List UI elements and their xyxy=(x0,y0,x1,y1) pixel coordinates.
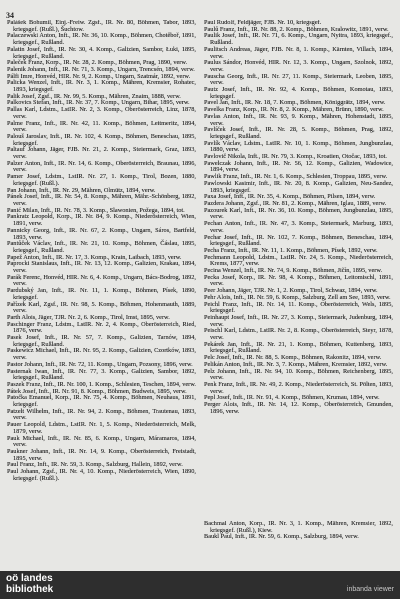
list-entry: Pelc Josef, Inft., IR. Nr. 88, 5. Komp., Böhmen, Rakonitz, 1894, verw. xyxy=(204,354,382,362)
list-entry: Paschinger Franz, Ldstm., LstIR. Nr. 2, 4. Komp., Oberösterreich, Ried, 1876, verw. xyxy=(7,320,196,335)
list-entry: Pantůček Václav, Inft., IR. Nr. 21, 10. Komp., Böhmen, Čáslau, 1895, kriegsgef., Rußland. xyxy=(7,240,196,254)
list-entry: Pan Johann, Inft., IR. Nr. 29, Mähren, Olmütz, 1894, verw. xyxy=(7,186,156,194)
list-entry: Paulů Franz, Inft., IR. Nr. 88, 2. Komp., Böhmen, Kralowitz, 1891, verw. xyxy=(204,25,389,33)
list-entry: Pavlovič Nikola, Inft., IR. Nr. 79, 3. Komp., Kroatien, Otočac, 1893, tot. xyxy=(204,153,387,161)
list-entry: Peinhaupt Josef, Inft., IR. Nr. 27, 3. Komp., Steiermark, Judenburg, 1894, verw. xyxy=(204,313,393,328)
list-entry: Pátek Josef, Inft., IR. Nr. 91, 8. Komp., Böhmen, Budweis, 1895, verw. xyxy=(7,387,187,395)
logo-line-1: oö landes xyxy=(6,573,53,584)
list-entry: Pavlas Anton, Inft., IR. Nr. 93, 9. Komp., Mähren, Hohenstadt, 1895, verw. xyxy=(204,112,393,127)
list-entry: Pauk Michael, Inft., IR. Nr. 85, 6. Komp., Ungarn, Máramaros, 1894, verw. xyxy=(7,434,196,449)
list-entry: Pařízek Karl, Zgsf., IR. Nr. 98, 5. Komp., Böhmen, Hohenmauth, 1889, verw. xyxy=(7,300,196,315)
list-entry: Pazourek Karl, Inft., IR. Nr. 36, 10. Komp., Böhmen, Jungbunzlau, 1895, verw. xyxy=(204,206,393,221)
page-number: 34 xyxy=(6,11,14,20)
logo-line-2: bibliothek xyxy=(6,583,54,595)
list-entry: Pechan Anton, Inft., IR. Nr. 47, 3. Komp., Steiermark, Marburg, 1893, verw. xyxy=(204,220,393,234)
list-entry: Palzer Anton, Inft., IR. Nr. 14, 6. Komp., Oberösterreich, Braunau, 1896, verw. xyxy=(7,159,196,174)
list-entry: Pannicky Georg, Inft., IR. Nr. 67, 2. Komp., Ungarn, Sáros, Bartfeld, 1893, verw. xyxy=(7,226,196,241)
list-entry: Palenik Johann, Inft., IR. Nr. 71, 3. Komp., Ungarn, Trencsén, 1894, verw. xyxy=(7,65,195,73)
list-entry: Pehr Alois, Inft., IR. Nr. 59, 6. Komp., Salzburg, Zell am See, 1893, verw. xyxy=(204,293,391,301)
list-entry: Pastor Johann, Inft., IR. Nr. 72, 11. Komp., Ungarn, Pozsony, 1896, verw. xyxy=(7,360,193,368)
list-entry: Papež Anton, Inft., IR. Nr. 17, 3. Komp., Krain, Laibach, 1893, verw. xyxy=(7,253,182,261)
list-entry: Pecina Wenzel, Inft., IR. Nr. 74, 9. Komp., Böhmen, Jičín, 1895, verw. xyxy=(204,267,383,275)
list-entry: Peer Johann, Jäger, TJR. Nr. 1, 2. Komp., Tirol, Schwaz, 1894, verw. xyxy=(204,287,378,295)
list-entry: Pankratz Leopold, Korp., IR. Nr. 84, 9. Komp., Niederösterreich, Wien, 1891, verw. xyxy=(7,213,196,228)
list-entry: Paul Franz, Inft., IR. Nr. 59, 3. Komp., Salzburg, Hallein, 1892, verw. xyxy=(7,461,183,469)
list-entry: Parák Ferenc, Honvéd, HIR. Nr. 6, 4. Komp., Ungarn, Bács-Bodrog, 1892, verw. xyxy=(7,273,196,288)
list-entry: Palaczewski Anton, Inft., IR. Nr. 36, 10. Komp., Böhmen, Chotěboř, 1891, kriegsgef., Rußland. xyxy=(7,32,196,47)
list-entry: Pechar Josef, Inft., IR. Nr. 102, 7. Komp., Böhmen, Beneschau, 1894, kriegsgef., Rußland. xyxy=(204,233,393,248)
list-entry: Pautz Josef, Inft., IR. Nr. 92, 4. Komp., Böhmen, Komotau, 1893, kriegsgef. xyxy=(204,86,393,100)
list-entry: Paulitsch Andreas, Jäger, FJB. Nr. 8, 1. Komp., Kärnten, Villach, 1894, verw. xyxy=(204,45,393,60)
list-entry: Pawlowski Kasimir, Inft., IR. Nr. 20, 8. Komp., Galizien, Neu-Sandez, 1893, kriegsgef. xyxy=(204,179,393,194)
left-text-column xyxy=(7,20,196,569)
list-entry: Peischl Karl, Ldstm., LstIR. Nr. 2, 8. Komp., Oberösterreich, Steyr, 1878, verw. xyxy=(204,327,393,342)
viewer-footer xyxy=(0,571,400,599)
list-entry: Palme Franz, Inft., IR. Nr. 42, 11. Komp., Böhmen, Leitmeritz, 1894, verw. xyxy=(7,119,196,134)
list-entry: Bachmal Anton, Korp., IR. Nr. 3, 1. Komp., Mähren, Kremsier, 1892, kriegsgef. (Rußl.), Kiew. xyxy=(204,521,393,534)
list-entry: Perger Alois, Inft., IR. Nr. 14, 12. Komp., Oberösterreich, Gmunden, 1896, verw. xyxy=(204,401,393,415)
list-entry: Paulus Sándor, Honvéd, HIR. Nr. 12, 3. Komp., Ungarn, Szolnok, 1892, verw. xyxy=(204,59,393,73)
right-text-column-tail xyxy=(204,521,393,568)
list-entry: Patočka Emanuel, Korp., IR. Nr. 75, 4. Komp., Böhmen, Neuhaus, 1891, kriegsgef. xyxy=(7,394,196,409)
list-entry: Palicka Wenzel, Inft., IR. Nr. 3, 1. Komp., Mähren, Kremsier, Rohatec, 1893, kriegsgef. xyxy=(7,79,196,94)
list-entry: Paul Johann, Zgsf., IR. Nr. 4, 10. Komp., Niederösterreich, Wien, 1890, kriegsgef. (Rußl.). xyxy=(7,468,196,482)
list-entry: Pallas Karl, Ldstm., LstIR. Nr. 2, 3. Komp., Oberösterreich, Linz, 1878, verw. xyxy=(7,106,196,120)
list-entry: Parth Alois, Jäger, TJR. Nr. 2, 6. Komp., Tirol, Imst, 1895, verw. xyxy=(7,313,170,321)
list-entry: Pavel Jan, Inft., IR. Nr. 18, 7. Komp., Böhmen, Königgrätz, 1894, verw. xyxy=(204,99,386,107)
list-entry: Pelz Johann, Inft., IR. Nr. 94, 10. Komp., Böhmen, Reichenberg, 1895, verw. xyxy=(204,367,393,382)
list-entry: Palatin Josef, Inft., IR. Nr. 30, 4. Komp., Galizien, Sambor, Łuki, 1895, kriegsgef., Rußland. xyxy=(7,45,196,60)
library-logo[interactable] xyxy=(6,574,53,595)
list-entry: Pavlíček Josef, Inft., IR. Nr. 28, 5. Komp., Böhmen, Prag, 1892, kriegsgef., Rußland. xyxy=(204,126,393,140)
list-entry: Paxa Josef, Inft., IR. Nr. 35, 4. Komp., Böhmen, Pilsen, 1894, verw. xyxy=(204,193,376,201)
list-entry: Paul Rudolf, Feldjäger, FJB. Nr. 10, kriegsgef. xyxy=(204,20,322,26)
list-entry: Peichl Franz, Inft., IR. Nr. 14, 11. Komp., Oberösterreich, Wels, 1895, kriegsgef. xyxy=(204,300,393,315)
list-entry: Pecha Franz, Inft., IR. Nr. 11, 1. Komp., Böhmen, Písek, 1892, verw. xyxy=(204,246,378,254)
list-entry: Panić Milan, Inft., IR. Nr. 78, 3. Komp., Slawonien, Požega, 1894, tot. xyxy=(7,206,185,214)
list-entry: Palik Josef, Zgsf., IR. Nr. 99, 5. Komp., Mähren, Znaim, 1888, verw. xyxy=(7,92,181,100)
list-entry: Pechmann Leopold, Ldstm., LstIR. Nr. 24, 5. Komp., Niederösterreich, Krems, 1877, verw. xyxy=(204,253,393,268)
right-text-column xyxy=(204,20,393,516)
list-entry: Baukl Paul, Inft., IR. Nr. 59, 6. Komp., Salzburg, 1894, verw. xyxy=(204,533,359,541)
list-entry: Pepl Josef, Inft., IR. Nr. 91, 4. Komp., Böhmen, Krumau, 1894, verw. xyxy=(204,394,380,402)
list-entry: Penk Franz, Inft., IR. Nr. 49, 2. Komp., Niederösterreich, St. Pölten, 1893, verw. xyxy=(204,380,393,395)
list-entry: Paulik Josef, Inft., IR. Nr. 71, 6. Komp., Ungarn, Nyitra, 1893, kriegsgef., Rußland. xyxy=(204,32,393,47)
list-entry: Pardubský Jan, Inft., IR. Nr. 11, 1. Komp., Böhmen, Písek, 1890, kriegsgef. xyxy=(7,287,196,301)
list-entry: Paskewicz Michael, Inft., IR. Nr. 95, 2. Komp., Galizien, Czortków, 1893, verw. xyxy=(7,347,196,362)
list-entry: Pawlik Franz, Inft., IR. Nr. 1, 6. Komp., Schlesien, Troppau, 1895, verw. xyxy=(204,173,388,181)
list-entry: Pawelczak Johann, Inft., IR. Nr. 56, 12. Komp., Galizien, Wadowice, 1894, verw. xyxy=(204,159,393,174)
list-entry: Paszek Franz, Inft., IR. Nr. 100, 1. Komp., Schlesien, Teschen, 1894, verw. xyxy=(7,380,196,388)
list-entry: Palkovics Stefan, Inft., IR. Nr. 37, 7. Komp., Ungarn, Bihar, 1895, verw. xyxy=(7,99,190,107)
list-entry: Paltauf Johann, Jäger, FJB. Nr. 21, 2. Komp., Steiermark, Graz, 1893, verw. xyxy=(7,146,196,161)
list-entry: Palouš Jaroslav, Inft., IR. Nr. 102, 4. Komp., Böhmen, Beneschau, 1895, kriegsgef. xyxy=(7,132,196,147)
list-entry: Patzelt Wilhelm, Inft., IR. Nr. 94, 2. Komp., Böhmen, Trautenau, 1893, verw. xyxy=(7,407,196,422)
list-entry: Pazdera Johann, Zgsf., IR. Nr. 81, 2. Komp., Mähren, Iglau, 1889, verw. xyxy=(204,199,387,207)
list-entry: Pauer Leopold, Ldstm., LstIR. Nr. 1, 5. Komp., Niederösterreich, Melk, 1879, verw. xyxy=(7,421,196,435)
list-entry: Paleček Franz, Korp., IR. Nr. 28, 2. Komp., Böhmen, Prag, 1890, verw. xyxy=(7,59,188,67)
list-entry: Pálfi Imre, Honvéd, HIR. Nr. 9, 2. Komp., Ungarn, Szatmár, 1892, verw. xyxy=(7,72,191,80)
list-entry: Pasek Josef, Inft., IR. Nr. 57, 7. Komp., Galizien, Tarnów, 1894, kriegsgef., Rußland. xyxy=(7,334,196,348)
list-entry: Paukner Johann, Inft., IR. Nr. 14, 9. Komp., Oberösterreich, Freistadt, 1895, verw. xyxy=(7,448,196,462)
list-entry: Paprocki Stanislaus, Inft., IR. Nr. 13, 12. Komp., Galizien, Krakau, 1894, verw. xyxy=(7,260,196,275)
list-entry: Pekárek Jan, Inft., IR. Nr. 21, 1. Komp., Böhmen, Kuttenberg, 1893, kriegsgef., Rußland. xyxy=(204,340,393,355)
list-entry: Palášek Bohumil, Einj.-Freiw. Zgsf., IR. Nr. 80, Böhmen, Tabor, 1893, kriegsgef. (Rußl.), Šuchtow. xyxy=(7,20,196,33)
viewer-brand: inbanda viewer xyxy=(346,586,394,593)
list-entry: Pavelka Franz, Korp., IR. Nr. 8, 2. Komp., Mähren, Brünn, 1890, verw. xyxy=(204,106,384,114)
list-entry: Pasternak Iwan, Inft., IR. Nr. 77, 3. Komp., Galizien, Sambor, 1892, kriegsgef., Rußland. xyxy=(7,367,196,382)
list-entry: Pelikán Anton, Inft., IR. Nr. 3, 7. Komp., Mähren, Kremsier, 1892, verw. xyxy=(204,360,388,368)
list-entry: Pecka Josef, Korp., IR. Nr. 98, 4. Komp., Böhmen, Leitomischl, 1891, verw. xyxy=(204,273,393,288)
list-entry: Pánek Josef, Inft., IR. Nr. 54, 8. Komp., Mähren, Mähr.-Schönberg, 1892, verw. xyxy=(7,193,196,207)
list-entry: Pavlík Václav, Ldstm., LstIR. Nr. 10, 1. Komp., Böhmen, Jungbunzlau, 1880, verw. xyxy=(204,139,393,154)
list-entry: Pauscha Georg, Inft., IR. Nr. 27, 11. Komp., Steiermark, Leoben, 1895, verw. xyxy=(204,72,393,87)
list-entry: Pamer Josef, Ldstm., LstIR. Nr. 27, 1. Komp., Tirol, Bozen, 1880, kriegsgef. (Rußl.). xyxy=(7,173,196,187)
